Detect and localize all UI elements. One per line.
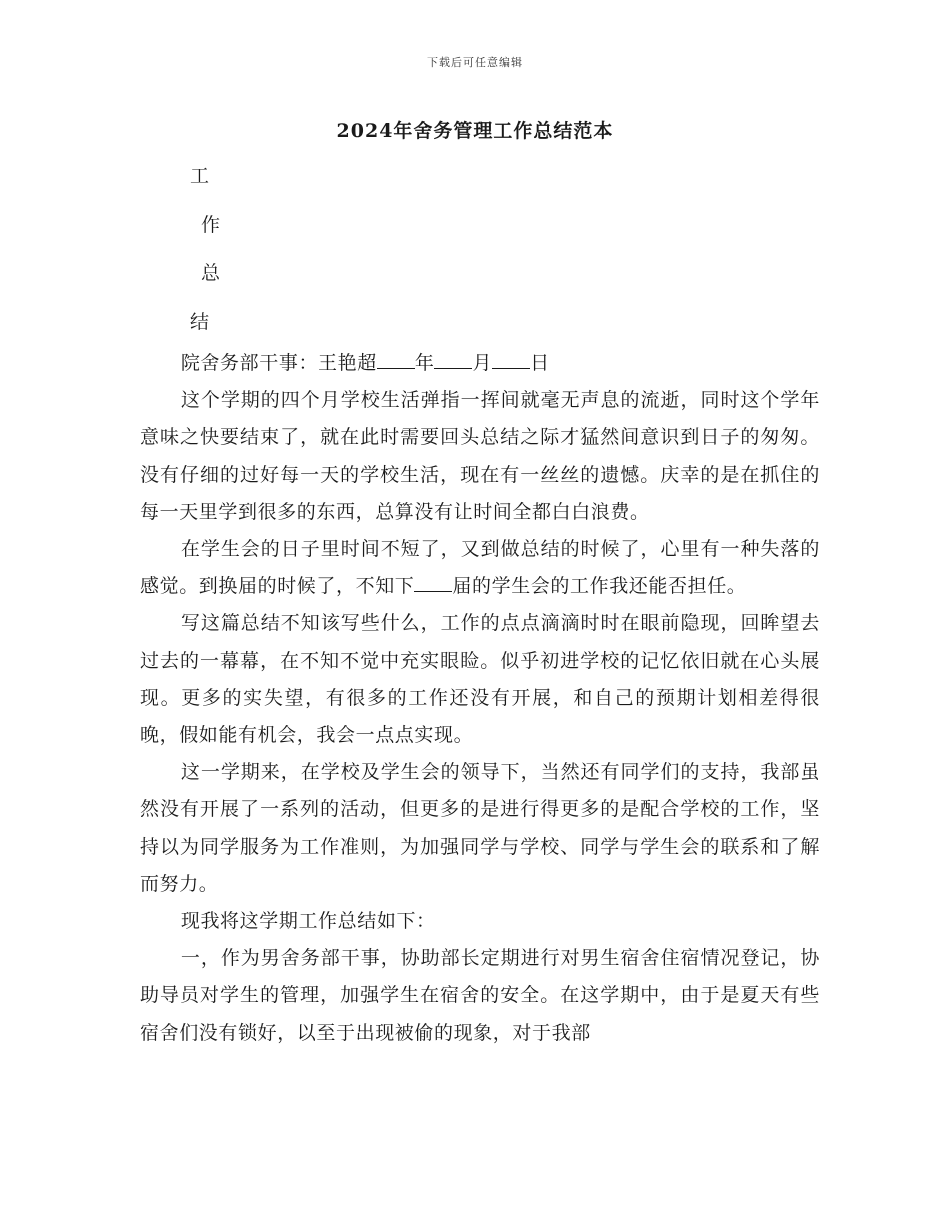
paragraph-5: 现我将这学期工作总结如下：	[180, 910, 436, 933]
vertical-heading-char-4: 结	[190, 311, 210, 333]
vertical-heading-char-2: 作	[201, 214, 221, 236]
day-label: 日	[530, 352, 550, 374]
author-date-line	[140, 345, 820, 382]
year-label: 年	[414, 352, 435, 374]
document-title: 2024年舍务管理工作总结范本	[336, 120, 614, 142]
author-label: 院舍务部干事：王艳超	[180, 352, 377, 374]
year-blank	[377, 349, 415, 369]
document-body	[140, 345, 820, 1052]
vertical-heading-char-1: 工	[190, 165, 210, 187]
paragraph-2-part-2: 届的学生会的工作我还能否担任。	[452, 575, 747, 598]
month-blank	[434, 349, 472, 369]
paragraph-3: 写这篇总结不知该写些什么，工作的点点滴滴时时在眼前隐现，回眸望去过去的一幕幕，在不知不觉中充实眼睑。似乎初进学校的记忆依旧就在心头展现。更多的实失望，有很多的工作还没有开展，和自己的预期计划相差得很晚，假如能有机会，我会一点点实现。	[140, 612, 820, 747]
day-blank	[492, 349, 530, 369]
paragraph-1: 这个学期的四个月学校生活弹指一挥间就毫无声息的流逝，同时这个学年意味之快要结束了，就在此时需要回头总结之际才猛然间意识到日子的匆匆。没有仔细的过好每一天的学校生活，现在有一丝丝的遗憾。庆幸的是在抓住的每一天里学到很多的东西，总算没有让时间全都白白浪费。	[140, 389, 820, 523]
paragraph-2-part-1: 在学生会的日子里时间不短了，又到做总结的时候了，心里有一种失落的感觉。到换届的时候了，不知下	[140, 538, 820, 598]
term-blank	[414, 572, 452, 592]
paragraph-6: 一，作为男舍务部干事，协助部长定期进行对男生宿舍住宿情况登记，协助导员对学生的管理，加强学生在宿舍的安全。在这学期中，由于是夏天有些宿舍们没有锁好，以至于出现被偷的现象，对于我部	[140, 947, 820, 1044]
page-header: 下载后可任意编辑	[427, 56, 523, 69]
vertical-heading-char-3: 总	[201, 262, 221, 284]
paragraph-4: 这一学期来，在学校及学生会的领导下，当然还有同学们的支持，我部虽然没有开展了一系列的活动，但更多的是进行得更多的是配合学校的工作，坚持以为同学服务为工作准则，为加强同学与学校、同学与学生会的联系和了解而努力。	[140, 761, 820, 895]
paragraph-2	[140, 531, 820, 605]
month-label: 月	[472, 352, 493, 374]
